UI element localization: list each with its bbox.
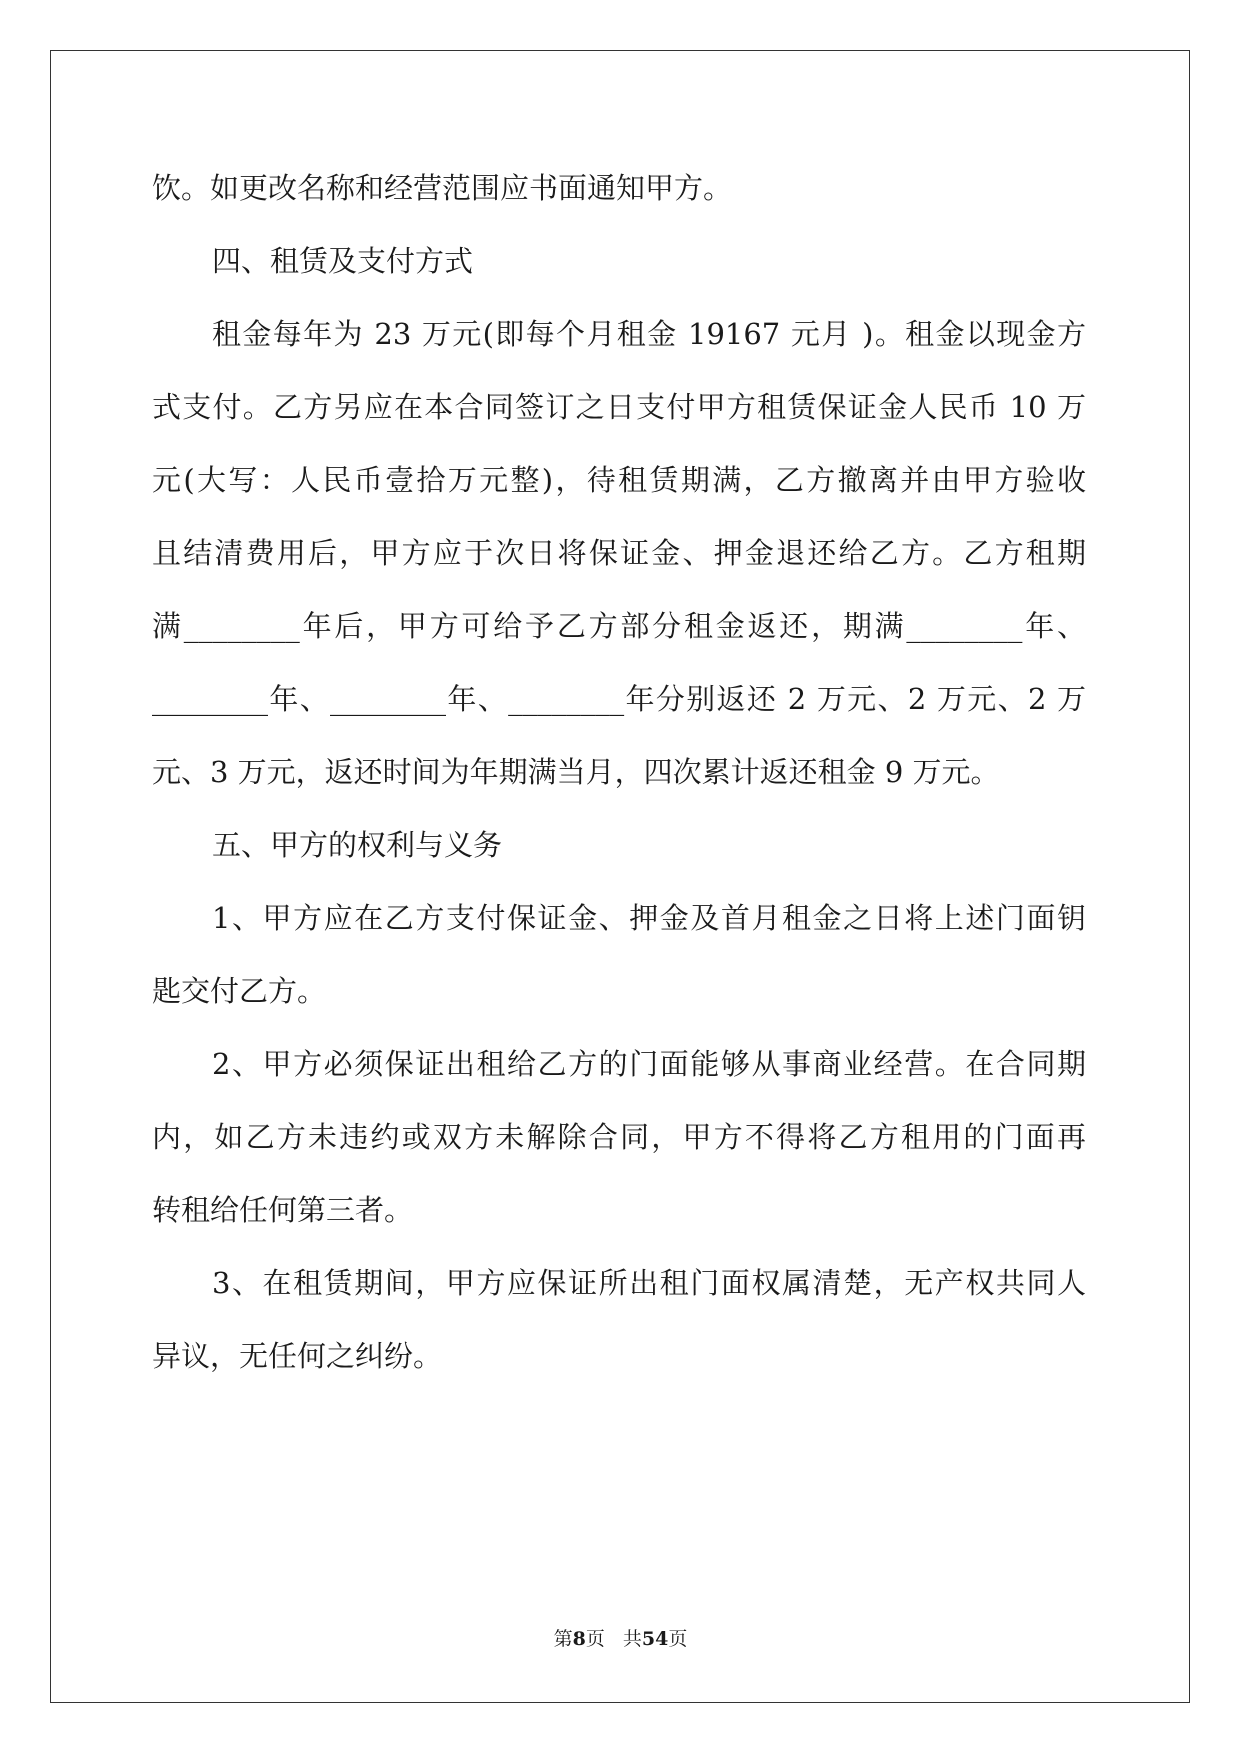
text-line-5: 元(大写：人民币壹拾万元整)，待租赁期满，乙方撤离并由甲方验收 (152, 463, 1086, 497)
text-line-7: 满________年后，甲方可给予乙方部分租金返还，期满________年、 (152, 609, 1086, 643)
section-heading-4: 四、租赁及支付方式 (212, 244, 474, 278)
text-line-1: 饮。如更改名称和经营范围应书面通知甲方。 (152, 171, 733, 205)
page-border (50, 50, 1190, 1703)
footer-total-prefix: 共 (622, 1628, 642, 1650)
current-page-number: 8 (572, 1628, 586, 1650)
total-page-count: 54 (641, 1628, 669, 1650)
text-line-14: 内，如乙方未违约或双方未解除合同，甲方不得将乙方租用的门面再 (152, 1120, 1086, 1154)
footer-prefix: 第 (553, 1628, 573, 1650)
footer-page-suffix: 页 (585, 1628, 605, 1650)
page-footer (0, 1627, 1241, 1651)
text-line-8: ________年、________年、________年分别返还 2 万元、2 万元、2 万 (152, 682, 1086, 716)
text-line-16: 3、在租赁期间，甲方应保证所出租门面权属清楚，无产权共同人 (212, 1266, 1086, 1300)
text-line-9: 元、3 万元，返还时间为年期满当月，四次累计返还租金 9 万元。 (152, 755, 1000, 789)
text-line-12: 匙交付乙方。 (152, 974, 327, 1008)
text-line-17: 异议，无任何之纠纷。 (152, 1339, 443, 1373)
text-line-11: 1、甲方应在乙方支付保证金、押金及首月租金之日将上述门面钥 (212, 901, 1086, 935)
text-line-3: 租金每年为 23 万元(即每个月租金 19167 元月 )。租金以现金方 (212, 317, 1086, 351)
text-line-6: 且结清费用后，甲方应于次日将保证金、押金退还给乙方。乙方租期 (152, 536, 1086, 570)
text-line-15: 转租给任何第三者。 (152, 1193, 414, 1227)
text-line-13: 2、甲方必须保证出租给乙方的门面能够从事商业经营。在合同期 (212, 1047, 1086, 1081)
section-heading-5: 五、甲方的权利与义务 (212, 828, 503, 862)
text-line-4: 式支付。乙方另应在本合同签订之日支付甲方租赁保证金人民币 10 万 (152, 390, 1086, 424)
footer-total-suffix: 页 (668, 1628, 688, 1650)
